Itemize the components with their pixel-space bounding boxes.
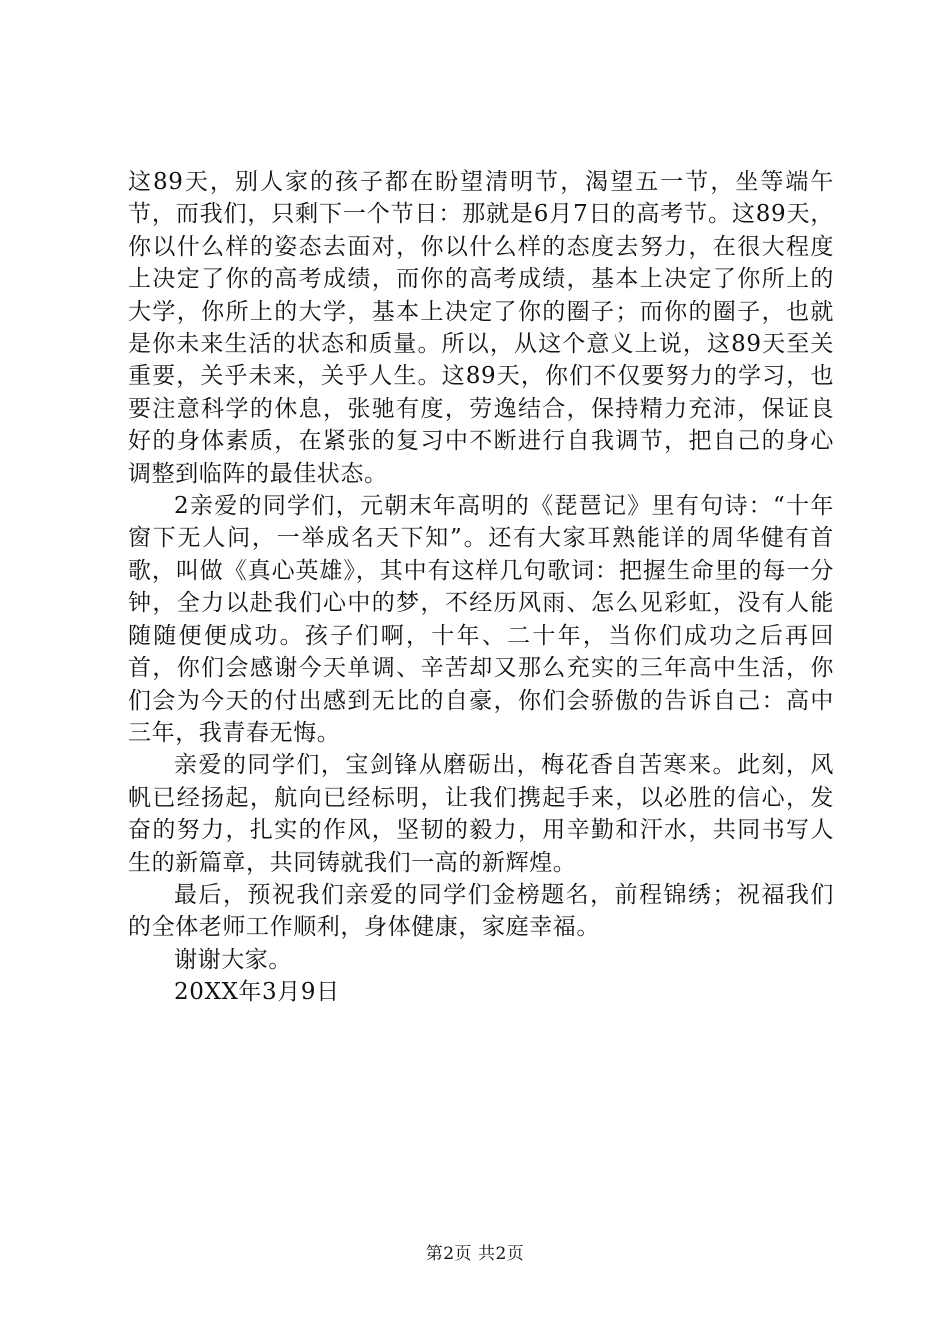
- paragraph-countdown: 这89天，别人家的孩子都在盼望清明节，渴望五一节，坐等端午节，而我们，只剩下一个节日：那就是6月7日的高考节。这89天，你以什么样的姿态去面对，你以什么样的态度去努力，在很大程度上决定了你的高考成绩，而你的高考成绩，基本上决定了你所上的大学，你所上的大学，基本上决定了你的圈子；而你的圈子，也就是你未来生活的状态和质量。所以，从这个意义上说，这89天至关重要，关乎未来，关乎人生。这89天，你们不仅要努力的学习，也要注意科学的休息，张驰有度，劳逸结合，保持精力充沛，保证良好的身体素质，在紧张的复习中不断进行自我调节，把自己的身心调整到临阵的最佳状态。: [128, 169, 834, 487]
- paragraph-quote: 2亲爱的同学们，元朝末年高明的《琵琶记》里有句诗：“十年窗下无人问，一举成名天下知”。还有大家耳熟能详的周华健有首歌，叫做《真心英雄》，其中有这样几句歌词：把握生命里的每一分钟，全力以赴我们心中的梦，不经历风雨、怎么见彩虹，没有人能随随便便成功。孩子们啊，十年、二十年，当你们成功之后再回首，你们会感谢今天单调、辛苦却又那么充实的三年高中生活，你们会为今天的付出感到无比的自豪，你们会骄傲的告诉自己：高中三年，我青春无悔。: [128, 493, 834, 746]
- paragraph-encouragement: 亲爱的同学们，宝剑锋从磨砺出，梅花香自苦寒来。此刻，风帆已经扬起，航向已经标明，让我们携起手来，以必胜的信心，发奋的努力，扎实的作风，坚韧的毅力，用辛勤和汗水，共同书写人生的新篇章，共同铸就我们一高的新辉煌。: [128, 752, 834, 876]
- paragraph-wishes: 最后，预祝我们亲爱的同学们金榜题名，前程锦绣；祝福我们的全体老师工作顺利，身体健康，家庭幸福。: [128, 881, 834, 941]
- paragraph-date: 20XX年3月9日: [174, 979, 340, 1006]
- page-number-footer: 第2页 共2页: [425, 1244, 525, 1264]
- paragraph-thanks: 谢谢大家。: [174, 946, 292, 973]
- document-body: [128, 166, 834, 1009]
